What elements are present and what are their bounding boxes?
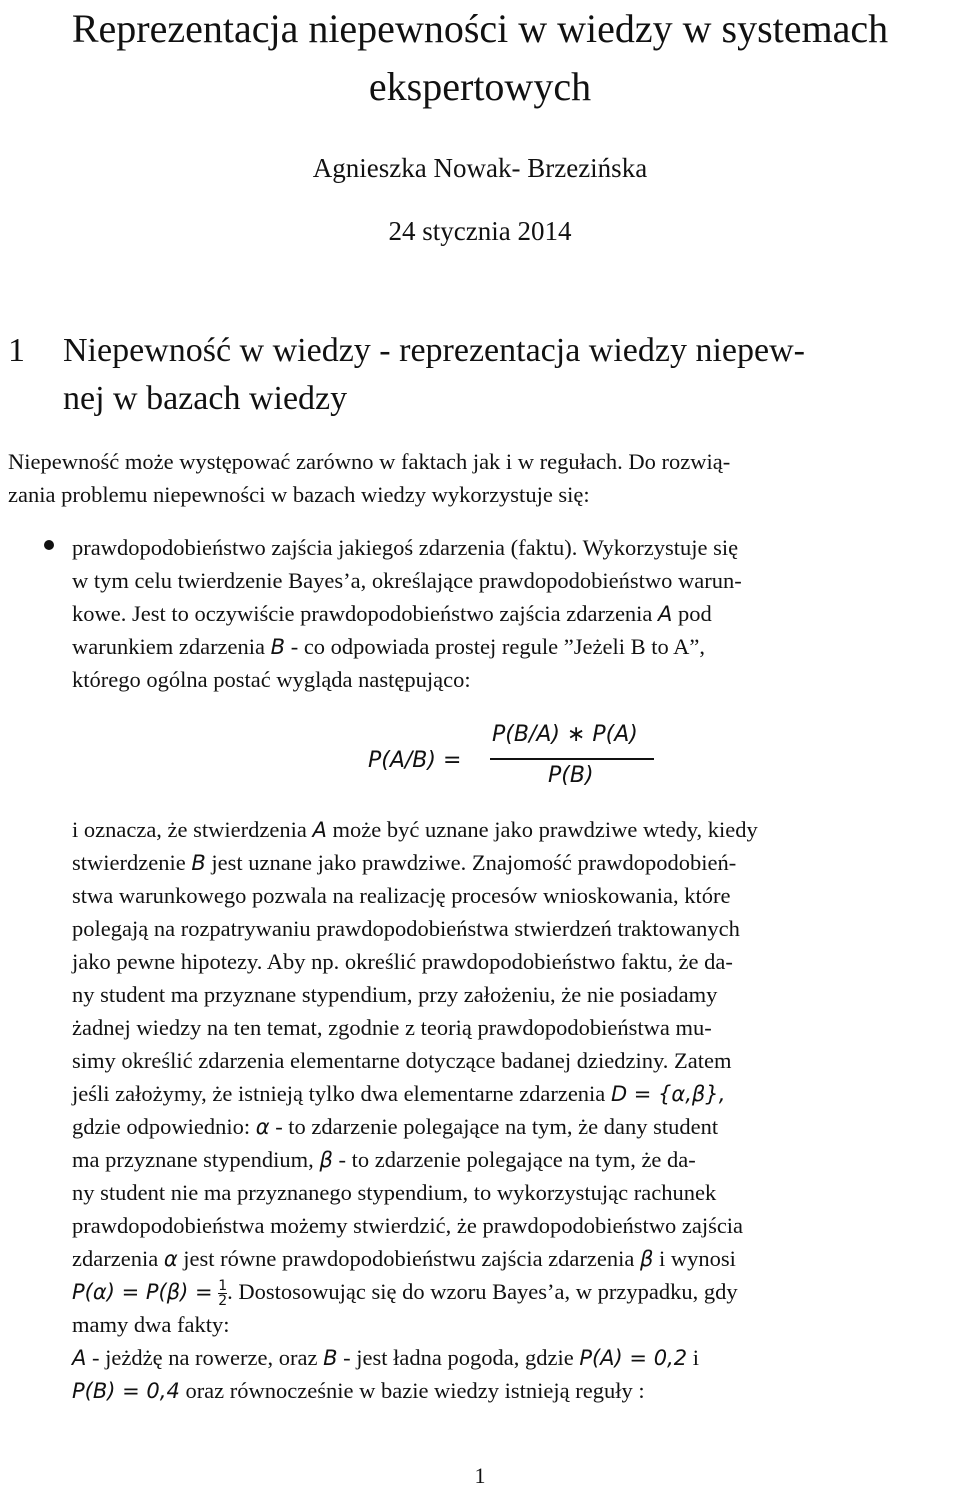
body-line: polegają na rozpatrywaniu prawdopodobieństwa stwierdzeń traktowanych (72, 916, 740, 941)
body-line: ma przyznane stypendium, β - to zdarzenie polegające na tym, że da- (72, 1147, 696, 1172)
body-line: $P(\alpha) = P(\beta) = \frac{1}{2}$ . Dostosowując się do wzoru Bayes’a, w przypadku, gdy (72, 1278, 738, 1310)
math-expression: P(A) = 0,2 (579, 1346, 688, 1370)
fraction-one-half: $\frac{1}{2}$ (218, 1278, 228, 1310)
math-symbol: B (270, 635, 286, 659)
section-title-line: nej w bazach wiedzy (63, 380, 348, 417)
body-line: jeśli założymy, że istnieją tylko dwa elementarne zdarzenia D = {α,β}, (72, 1081, 726, 1106)
math-symbol: A (312, 818, 327, 842)
math-expression: P(B) = 0,4 (72, 1379, 180, 1403)
body-line: A - jeżdżę na rowerze, oraz B - jest ładna pogoda, gdzie P(A) = 0,2 i (72, 1345, 699, 1370)
author: Agnieszka Nowak- Brzezińska (312, 153, 648, 183)
math-symbol: β (319, 1148, 333, 1172)
bullet-icon (44, 540, 54, 550)
body-line: prawdopodobieństwa możemy stwierdzić, że prawdopodobieństwo zajścia (72, 1213, 744, 1238)
math-expression: P(α) = P(β) = (72, 1280, 213, 1304)
paragraph-line: zania problemu niepewności w bazach wiedzy wykorzystuje się: (8, 482, 590, 507)
fraction-bar (490, 758, 654, 760)
page-number: 1 (474, 1463, 486, 1488)
math-symbol: α (255, 1115, 270, 1139)
body-line: mamy dwa fakty: (72, 1312, 230, 1337)
formula-numerator: P(B/A) ∗ P(A) (492, 722, 638, 747)
formula-denominator: P(B) (548, 763, 594, 788)
paragraph-line: Niepewność może występować zarówno w faktach jak i w regułach. Do rozwią- (8, 449, 731, 474)
math-symbol: B (323, 1346, 338, 1370)
body-line: P(B) = 0,4 oraz równocześnie w bazie wiedzy istnieją reguły : (72, 1378, 645, 1403)
bullet-line: którego ogólna postać wygląda następująco: (72, 667, 471, 692)
math-symbol: A (658, 602, 673, 626)
section-heading (8, 327, 953, 423)
bullet-line: prawdopodobieństwo zajścia jakiegoś zdarzenia (faktu). Wykorzystuje się (72, 535, 739, 560)
body-line: ny student nie ma przyznanego stypendium, to wykorzystując rachunek (72, 1180, 717, 1205)
math-symbol: B (191, 851, 206, 875)
bullet-line: w tym celu twierdzenie Bayes’a, określające prawdopodobieństwo warun- (72, 568, 742, 593)
title-line: Reprezentacja niepewności w wiedzy w systemach (71, 6, 889, 51)
title-line: ekspertowych (368, 64, 592, 109)
body-line: stwierdzenie B jest uznane jako prawdziwe. Znajomość prawdopodobień- (72, 850, 737, 875)
formula-lhs: P(A/B) = (368, 748, 462, 773)
math-symbol: A (72, 1346, 87, 1370)
section-title-line: Niepewność w wiedzy - reprezentacja wiedzy niepew- (63, 332, 805, 369)
body-line: ny student ma przyznane stypendium, przy założeniu, że nie posiadamy (72, 982, 718, 1007)
body-line: gdzie odpowiednio: α - to zdarzenie polegające na tym, że dany student (72, 1114, 719, 1139)
bayes-formula (368, 722, 658, 802)
section-number: 1 (8, 332, 25, 369)
body-line: żadnej wiedzy na ten temat, zgodnie z teorią prawdopodobieństwa mu- (72, 1015, 712, 1040)
body-line: stwa warunkowego pozwala na realizację procesów wnioskowania, które (72, 883, 731, 908)
body-line: simy określić zdarzenia elementarne dotyczące badanej dziedziny. Zatem (72, 1048, 732, 1073)
document-title (0, 0, 960, 116)
bullet-line: kowe. Jest to oczywiście prawdopodobieństwo zajścia zdarzenia A pod (72, 601, 712, 626)
math-symbol: β (639, 1247, 654, 1271)
body-line: zdarzenia α jest równe prawdopodobieństwu zajścia zdarzenia β i wynosi (72, 1246, 736, 1271)
math-symbol: α (163, 1247, 178, 1271)
body-line: jako pewne hipotezy. Aby np. określić prawdopodobieństwo faktu, że da- (72, 949, 733, 974)
body-line: i oznacza, że stwierdzenia A może być uznane jako prawdziwe wtedy, kiedy (72, 817, 758, 842)
date: 24 stycznia 2014 (388, 216, 572, 246)
math-expression: D = {α,β}, (610, 1082, 726, 1106)
bullet-line: warunkiem zdarzenia B - co odpowiada prostej regule ”Jeżeli B to A”, (72, 634, 705, 659)
